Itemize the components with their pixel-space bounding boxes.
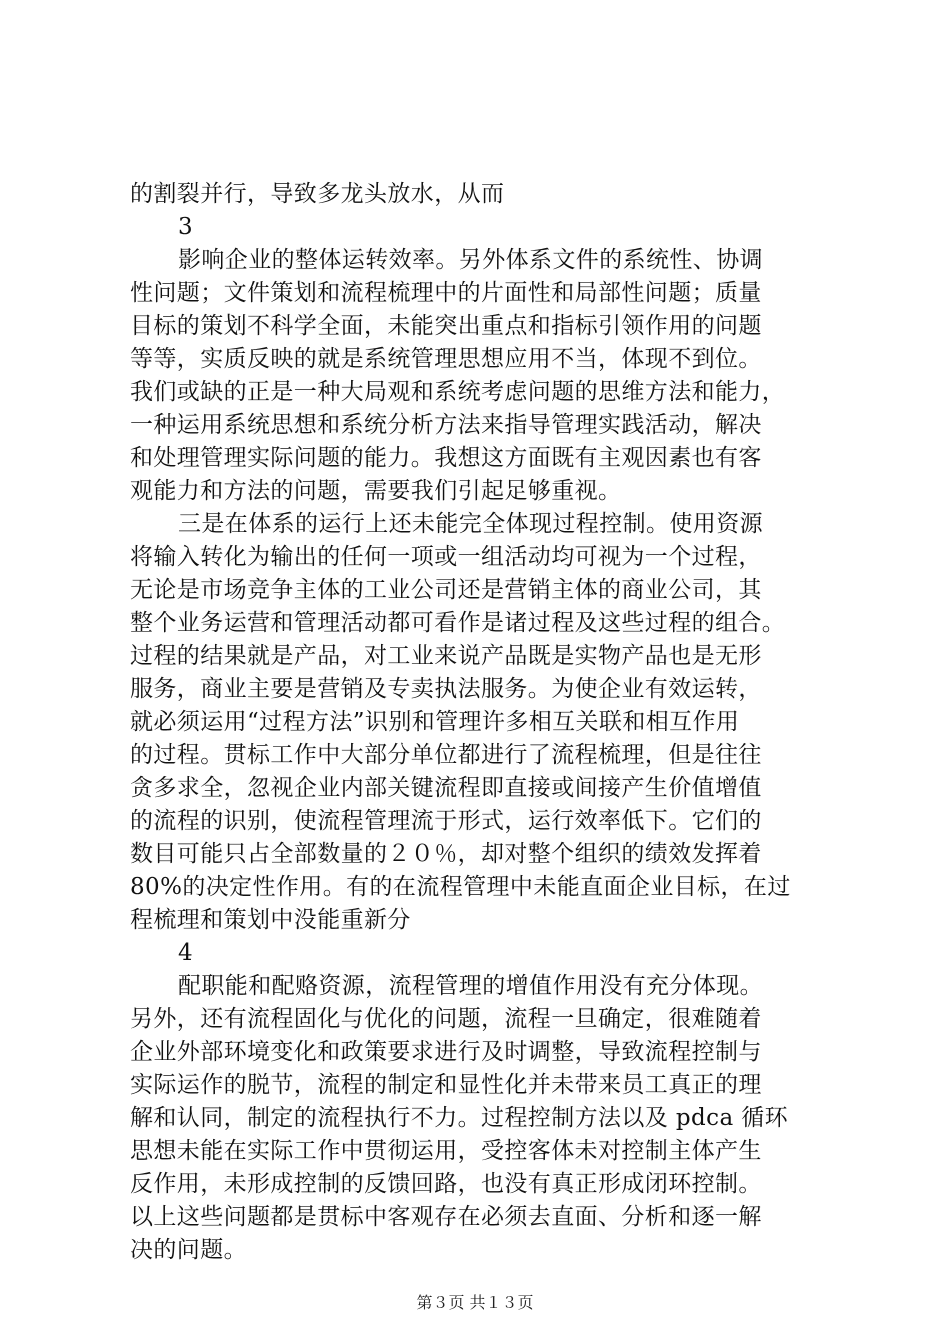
text-line: 数目可能只占全部数量的２０％，却对整个组织的绩效发挥着 xyxy=(130,841,762,867)
text-line: 解和认同，制定的流程执行不力。过程控制方法以及 pdca 循环 xyxy=(130,1105,789,1131)
page-marker: 3 xyxy=(178,214,193,240)
text-line: 以上这些问题都是贯标中客观存在必须去直面、分析和逐一解 xyxy=(130,1204,762,1230)
text-line: 的流程的识别，使流程管理流于形式，运行效率低下。它们的 xyxy=(130,808,762,834)
text-line: 的过程。贯标工作中大部分单位都进行了流程梳理，但是往往 xyxy=(130,742,762,768)
text-line: 80%的决定性作用。有的在流程管理中未能直面企业目标，在过 xyxy=(130,874,791,900)
text-line: 一种运用系统思想和系统分析方法来指导管理实践活动，解决 xyxy=(130,412,762,438)
text-line: 的割裂并行，导致多龙头放水，从而 xyxy=(130,181,505,207)
text-line: 我们或缺的正是一种大局观和系统考虑问题的思维方法和能力， xyxy=(130,379,786,405)
paragraph-first-line: 影响企业的整体运转效率。另外体系文件的系统性、协调 xyxy=(178,247,763,273)
page-marker: 4 xyxy=(178,940,193,966)
text-line: 程梳理和策划中没能重新分 xyxy=(130,907,411,933)
text-line: 性问题；文件策划和流程梳理中的片面性和局部性问题；质量 xyxy=(130,280,762,306)
text-line: 将输入转化为输出的任何一项或一组活动均可视为一个过程， xyxy=(130,544,762,570)
text-line: 过程的结果就是产品，对工业来说产品既是实物产品也是无形 xyxy=(130,643,762,669)
text-line: 等等，实质反映的就是系统管理思想应用不当，体现不到位。 xyxy=(130,346,762,372)
paragraph-first-line: 三是在体系的运行上还未能完全体现过程控制。使用资源 xyxy=(178,511,763,537)
text-line: 反作用，未形成控制的反馈回路，也没有真正形成闭环控制。 xyxy=(130,1171,762,1197)
text-line: 目标的策划不科学全面，未能突出重点和指标引领作用的问题 xyxy=(130,313,762,339)
text-line: 实际运作的脱节，流程的制定和显性化并未带来员工真正的理 xyxy=(130,1072,762,1098)
text-line: 服务，商业主要是营销及专卖执法服务。为使企业有效运转， xyxy=(130,676,762,702)
text-line: 就必须运用“过程方法”识别和管理许多相互关联和相互作用 xyxy=(130,709,740,735)
text-line: 整个业务运营和管理活动都可看作是诸过程及这些过程的组合。 xyxy=(130,610,786,636)
text-line: 另外，还有流程固化与优化的问题，流程一旦确定，很难随着 xyxy=(130,1006,762,1032)
paragraph-first-line: 配职能和配赂资源，流程管理的增值作用没有充分体现。 xyxy=(178,973,763,999)
text-line: 和处理管理实际问题的能力。我想这方面既有主观因素也有客 xyxy=(130,445,762,471)
text-line: 决的问题。 xyxy=(130,1237,247,1263)
text-line: 企业外部环境变化和政策要求进行及时调整，导致流程控制与 xyxy=(130,1039,762,1065)
text-line: 无论是市场竞争主体的工业公司还是营销主体的商业公司，其 xyxy=(130,577,762,603)
page-footer: 第３页 共１３页 xyxy=(416,1293,534,1312)
text-line: 观能力和方法的问题，需要我们引起足够重视。 xyxy=(130,478,622,504)
text-line: 思想未能在实际工作中贯彻运用，受控客体未对控制主体产生 xyxy=(130,1138,762,1164)
text-line: 贪多求全，忽视企业内部关键流程即直接或间接产生价值增值 xyxy=(130,775,762,801)
